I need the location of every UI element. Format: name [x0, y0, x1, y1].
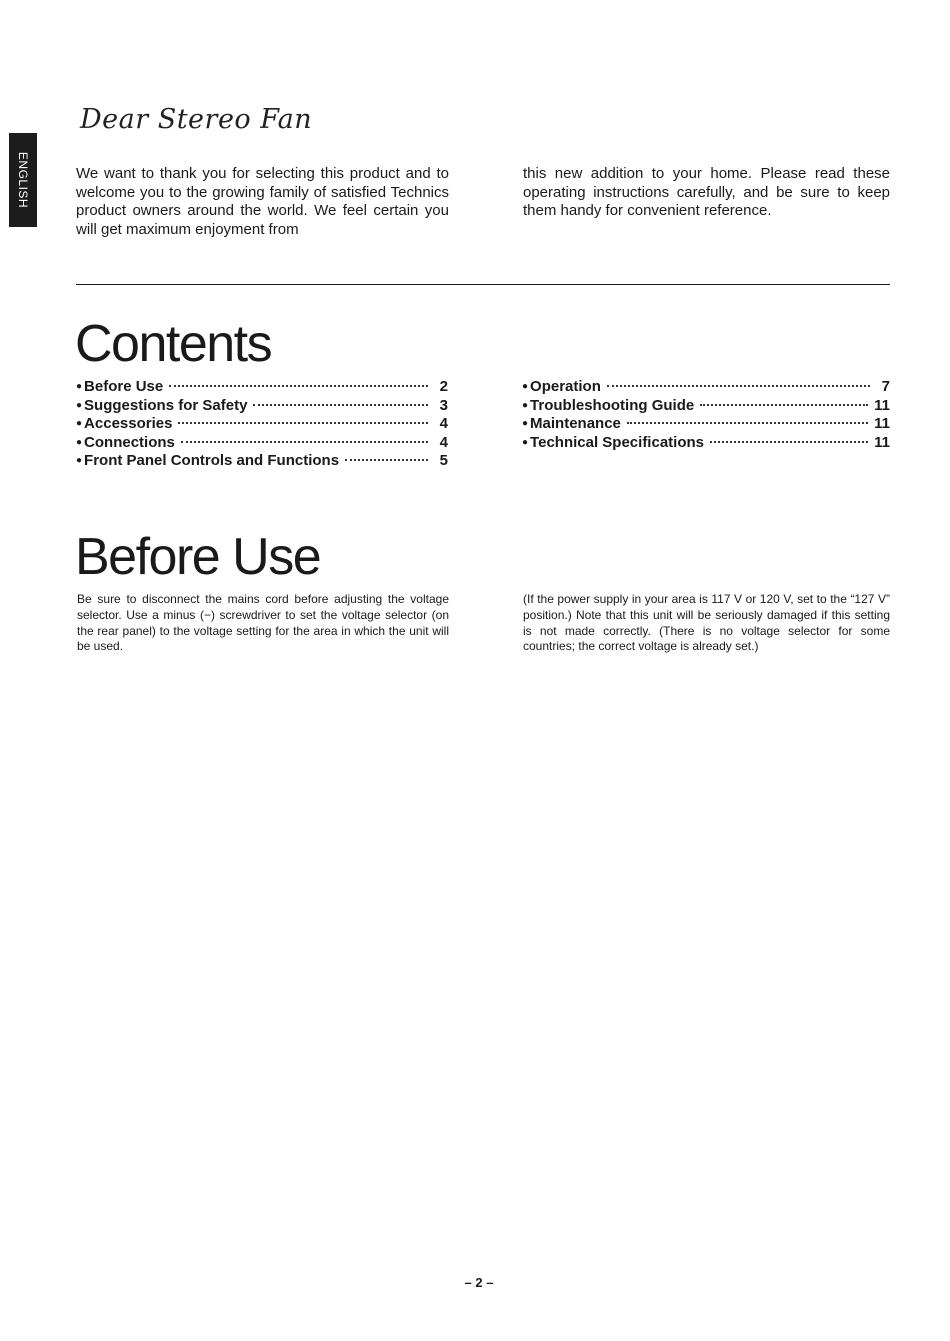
bullet-icon: ●: [76, 381, 83, 392]
toc-item-page: 4: [439, 415, 448, 433]
bullet-icon: ●: [522, 381, 529, 392]
toc-item-label: Troubleshooting Guide: [530, 396, 695, 414]
toc-item-page: 4: [439, 433, 448, 451]
toc-item[interactable]: [76, 378, 448, 397]
leader-dots: [169, 385, 428, 387]
toc-item-label: Operation: [530, 378, 601, 395]
bullet-icon: ●: [522, 436, 529, 448]
leader-dots: [253, 404, 428, 406]
page-number: – 2 –: [464, 1275, 494, 1290]
leader-dots: [345, 459, 428, 461]
bullet-icon: ●: [522, 418, 529, 430]
before-use-text-right: (If the power supply in your area is 117 V or 120 V, set to the “127 V” position.) Note that this unit will be seriously damaged if this setting is not made correctly. (There is no voltage selector for some countries; the correct voltage is already set.): [523, 592, 890, 654]
toc-item[interactable]: [522, 434, 890, 453]
toc-item[interactable]: [76, 415, 448, 434]
toc-item[interactable]: [522, 378, 890, 397]
toc-item[interactable]: [522, 397, 890, 416]
leader-dots: [178, 422, 428, 424]
toc-item[interactable]: [76, 397, 448, 416]
toc-item-page: 11: [874, 396, 890, 414]
toc-item-page: 11: [874, 433, 890, 451]
leader-dots: [627, 422, 868, 424]
leader-dots: [700, 404, 868, 406]
toc-item[interactable]: [76, 434, 448, 453]
leader-dots: [710, 441, 868, 443]
bullet-icon: ●: [76, 436, 83, 448]
toc-item-page: 7: [881, 378, 890, 395]
toc-item-label: Front Panel Controls and Functions: [84, 452, 340, 470]
contents-title: Contents: [75, 315, 272, 373]
before-use-text-left: Be sure to disconnect the mains cord before adjusting the voltage selector. Use a minus (−) screwdriver to set the voltage selector (on the rear panel) to the voltage setting for the area in which the unit will be used.: [77, 592, 449, 654]
toc-list-left: [76, 378, 448, 471]
bullet-icon: ●: [76, 399, 83, 411]
greeting-heading: Dear Stereo Fan: [80, 104, 313, 135]
toc-item-label: Connections: [84, 433, 175, 451]
toc-item-page: 5: [439, 452, 448, 470]
toc-item-page: 2: [439, 378, 448, 395]
toc-item-label: Maintenance: [530, 415, 621, 433]
toc-item-label: Technical Specifications: [530, 433, 704, 451]
toc-item-label: Before Use: [84, 378, 164, 395]
toc-item-label: Accessories: [84, 415, 173, 433]
bullet-icon: ●: [522, 399, 529, 411]
language-tab-label: ENGLISH: [16, 151, 30, 209]
intro-text-right: this new addition to your home. Please read these operating instructions carefully, and be sure to keep them handy for convenient reference.: [523, 165, 890, 220]
section-divider: [76, 284, 890, 285]
leader-dots: [181, 441, 428, 443]
leader-dots: [607, 385, 870, 387]
toc-item-page: 3: [439, 396, 448, 414]
toc-item[interactable]: [522, 415, 890, 434]
bullet-icon: ●: [76, 418, 83, 430]
before-use-title: Before Use: [75, 528, 321, 586]
toc-item[interactable]: [76, 452, 448, 471]
toc-list-right: [522, 378, 890, 452]
language-tab: [9, 133, 37, 227]
toc-item-label: Suggestions for Safety: [84, 396, 248, 414]
toc-item-page: 11: [874, 415, 890, 433]
intro-text-left: We want to thank you for selecting this product and to welcome you to the growing family of satisfied Technics product owners around the world. We feel certain you will get maximum enjoyment from: [76, 165, 449, 238]
bullet-icon: ●: [76, 455, 83, 467]
